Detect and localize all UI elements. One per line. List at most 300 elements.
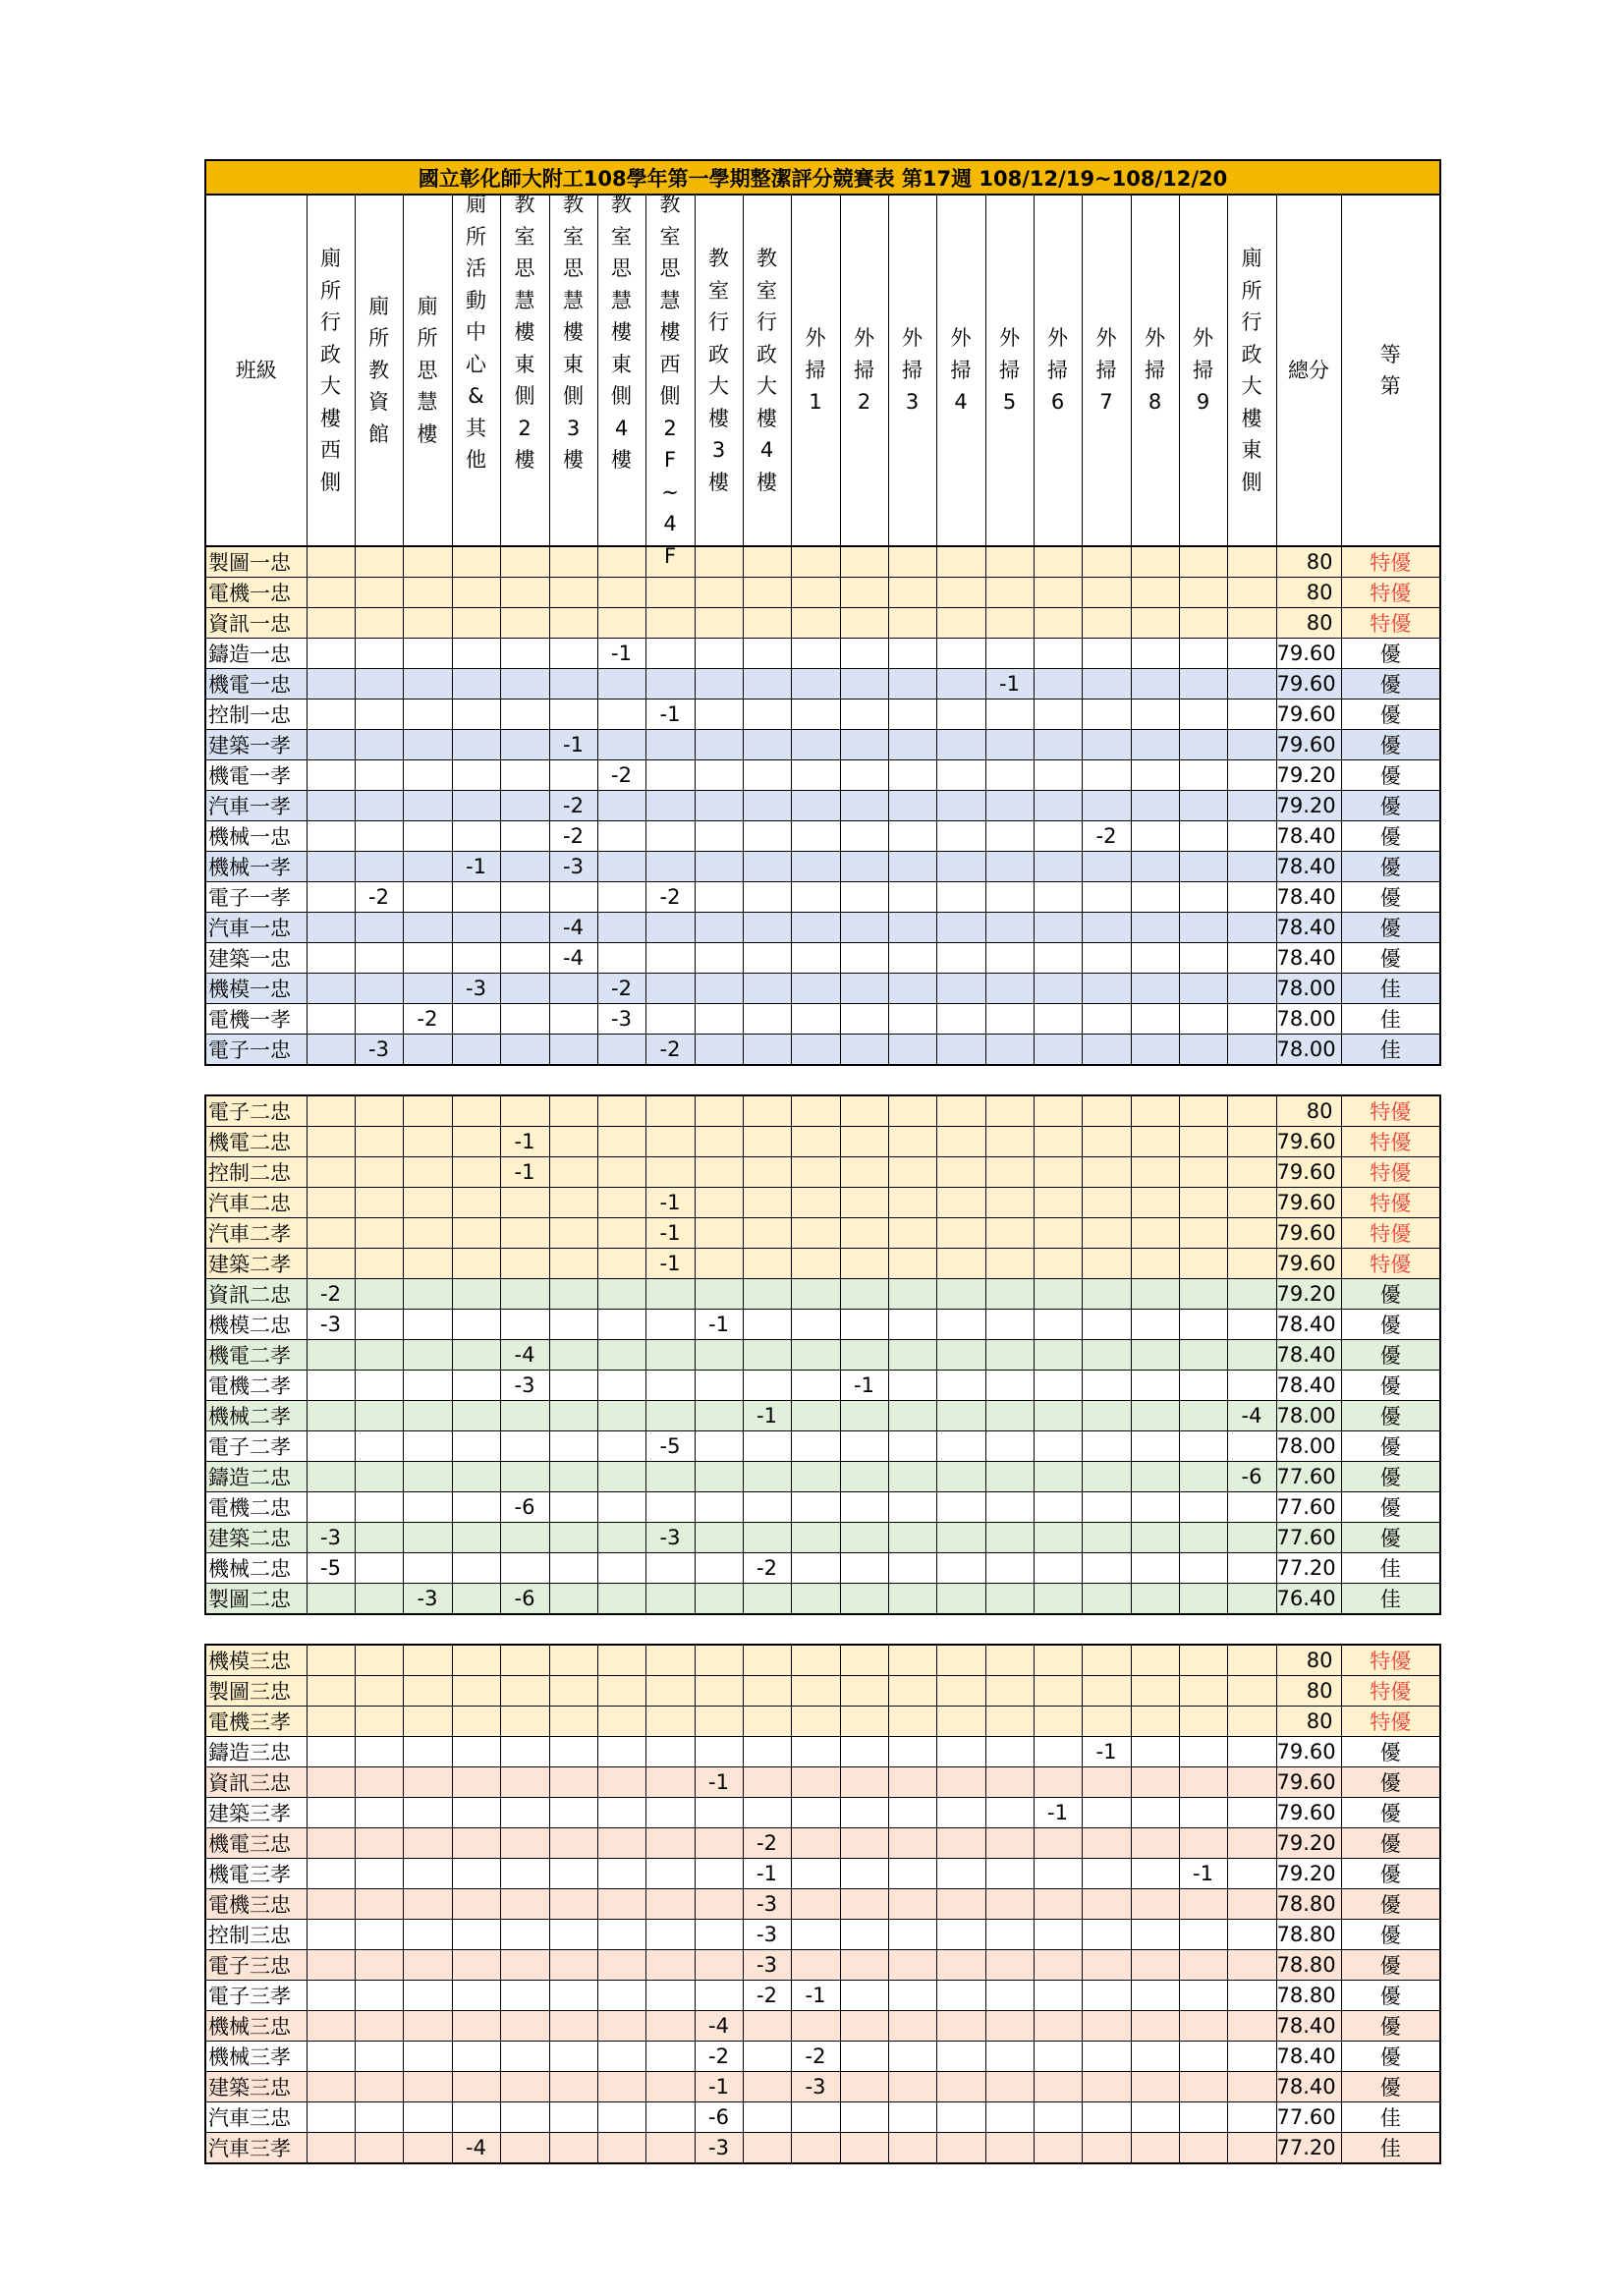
deduction-cell: -1 (695, 1767, 743, 1798)
deduction-cell (452, 1676, 500, 1707)
deduction-cell (695, 1584, 743, 1615)
deduction-cell (1131, 2133, 1179, 2164)
deduction-cell (1082, 791, 1131, 821)
deduction-cell (985, 1767, 1034, 1798)
deduction-cell: -6 (695, 2102, 743, 2133)
deduction-cell (355, 1279, 403, 1310)
grade-cell: 優 (1341, 669, 1440, 700)
deduction-cell (1179, 821, 1227, 852)
deduction-cell (1131, 1004, 1179, 1035)
deduction-cell (985, 2011, 1034, 2042)
deduction-cell (1227, 578, 1276, 608)
deduction-cell (1227, 2102, 1276, 2133)
total-score-cell: 78.40 (1276, 852, 1341, 882)
deduction-cell (1179, 1371, 1227, 1401)
deduction-cell (645, 1371, 695, 1401)
total-score-cell: 79.20 (1276, 791, 1341, 821)
table-row (205, 1157, 1440, 1188)
deduction-cell (403, 1767, 452, 1798)
deduction-cell (985, 1035, 1034, 1066)
deduction-cell (452, 1645, 500, 1676)
deduction-cell (888, 1676, 936, 1707)
table-row (205, 1431, 1440, 1462)
class-name-cell: 機電三孝 (205, 1859, 307, 1889)
grade-cell: 特優 (1341, 578, 1440, 608)
deduction-cell (1227, 1004, 1276, 1035)
deduction-cell (743, 852, 791, 882)
grade-cell: 特優 (1341, 1645, 1440, 1676)
deduction-cell (1131, 2011, 1179, 2042)
deduction-cell (355, 2072, 403, 2102)
deduction-cell (645, 1889, 695, 1920)
table-row (205, 821, 1440, 852)
deduction-cell (1034, 2011, 1082, 2042)
deduction-cell (1131, 1950, 1179, 1981)
deduction-cell (549, 2102, 597, 2133)
grade-cell: 優 (1341, 2072, 1440, 2102)
class-name-cell: 製圖二忠 (205, 1584, 307, 1615)
deduction-cell (985, 1707, 1034, 1737)
deduction-cell (888, 1584, 936, 1615)
deduction-cell (1034, 730, 1082, 760)
deduction-cell (500, 2072, 549, 2102)
deduction-cell (549, 2042, 597, 2072)
deduction-cell (403, 1889, 452, 1920)
deduction-cell (743, 2011, 791, 2042)
deduction-cell: -6 (1227, 1462, 1276, 1492)
deduction-cell (1034, 2133, 1082, 2164)
deduction-cell (355, 700, 403, 730)
deduction-cell (500, 821, 549, 852)
deduction-cell (888, 1401, 936, 1431)
deduction-cell (1227, 1645, 1276, 1676)
deduction-cell (355, 1553, 403, 1584)
deduction-cell (500, 1310, 549, 1340)
deduction-cell (355, 1523, 403, 1553)
deduction-cell (452, 1279, 500, 1310)
class-name-cell: 汽車三忠 (205, 2102, 307, 2133)
deduction-cell (936, 669, 985, 700)
deduction-cell (1227, 1095, 1276, 1127)
deduction-cell (1227, 1889, 1276, 1920)
deduction-cell (840, 1981, 888, 2011)
deduction-cell (1131, 1127, 1179, 1157)
deduction-cell (695, 1950, 743, 1981)
deduction-cell (1082, 1950, 1131, 1981)
deduction-cell (500, 700, 549, 730)
grade-cell: 優 (1341, 1981, 1440, 2011)
deduction-cell (355, 1095, 403, 1127)
deduction-cell (1131, 669, 1179, 700)
column-header-label: 教 室 思 慧 樓 西 側 2 F ~ 4 F (659, 193, 681, 568)
deduction-cell: -1 (791, 1981, 840, 2011)
deduction-cell (840, 608, 888, 639)
grade-cell: 優 (1341, 2011, 1440, 2042)
deduction-cell (403, 1737, 452, 1767)
deduction-cell: -2 (791, 2042, 840, 2072)
table-row (205, 608, 1440, 639)
grade-cell: 特優 (1341, 1127, 1440, 1157)
total-score-cell: 78.40 (1276, 943, 1341, 974)
deduction-cell (500, 1950, 549, 1981)
deduction-cell: -2 (645, 1035, 695, 1066)
deduction-cell (1082, 1981, 1131, 2011)
deduction-cell: -3 (355, 1035, 403, 1066)
table-row (205, 2133, 1440, 2164)
deduction-cell (840, 791, 888, 821)
deduction-cell (597, 2072, 645, 2102)
column-header-label: 外 掃 9 (1193, 326, 1213, 415)
deduction-cell (307, 1828, 355, 1859)
deduction-cell (888, 852, 936, 882)
deduction-cell (936, 730, 985, 760)
deduction-cell (500, 1188, 549, 1218)
deduction-cell (403, 1676, 452, 1707)
deduction-cell (307, 974, 355, 1004)
deduction-cell: -3 (307, 1310, 355, 1340)
deduction-cell (500, 1981, 549, 2011)
deduction-cell (1082, 1035, 1131, 1066)
deduction-cell (1034, 1859, 1082, 1889)
deduction-cell (549, 578, 597, 608)
score-sheet (204, 159, 1432, 2164)
deduction-cell (307, 1157, 355, 1188)
deduction-cell (1131, 760, 1179, 791)
deduction-cell (985, 1492, 1034, 1523)
column-header (205, 195, 307, 546)
deduction-cell (1179, 1981, 1227, 2011)
deduction-cell (307, 546, 355, 578)
deduction-cell (936, 2102, 985, 2133)
deduction-cell (1131, 2042, 1179, 2072)
total-score-cell: 78.40 (1276, 913, 1341, 943)
table-row (205, 1279, 1440, 1310)
deduction-cell (888, 2042, 936, 2072)
deduction-cell (597, 1645, 645, 1676)
deduction-cell (549, 1279, 597, 1310)
deduction-cell (597, 608, 645, 639)
deduction-cell (500, 1431, 549, 1462)
deduction-cell (888, 882, 936, 913)
class-name-cell: 電子二忠 (205, 1095, 307, 1127)
deduction-cell (403, 1279, 452, 1310)
deduction-cell (840, 1218, 888, 1249)
deduction-cell (597, 1798, 645, 1828)
deduction-cell (452, 1523, 500, 1553)
deduction-cell (791, 974, 840, 1004)
deduction-cell (403, 608, 452, 639)
deduction-cell (1131, 1218, 1179, 1249)
deduction-cell (500, 578, 549, 608)
deduction-cell (645, 1401, 695, 1431)
class-name-cell: 機電二孝 (205, 1340, 307, 1371)
deduction-cell (1034, 1950, 1082, 1981)
deduction-cell (597, 1401, 645, 1431)
grade-cell: 優 (1341, 1371, 1440, 1401)
table-row (205, 1523, 1440, 1553)
deduction-cell (743, 1157, 791, 1188)
deduction-cell (645, 760, 695, 791)
deduction-cell (1082, 1157, 1131, 1188)
deduction-cell (1227, 852, 1276, 882)
deduction-cell (1227, 730, 1276, 760)
deduction-cell (1082, 1920, 1131, 1950)
deduction-cell (791, 1584, 840, 1615)
table-row (205, 1950, 1440, 1981)
deduction-cell (1227, 1553, 1276, 1584)
deduction-cell (1082, 1431, 1131, 1462)
grade-cell: 特優 (1341, 1157, 1440, 1188)
deduction-cell (1034, 1218, 1082, 1249)
deduction-cell: -5 (645, 1431, 695, 1462)
deduction-cell (645, 2133, 695, 2164)
deduction-cell (695, 1371, 743, 1401)
deduction-cell (936, 639, 985, 669)
deduction-cell (500, 1279, 549, 1310)
deduction-cell (500, 669, 549, 700)
deduction-cell (597, 1859, 645, 1889)
deduction-cell (645, 1310, 695, 1340)
deduction-cell (936, 700, 985, 730)
deduction-cell (597, 1157, 645, 1188)
total-score-cell: 78.40 (1276, 1340, 1341, 1371)
deduction-cell (1034, 1523, 1082, 1553)
deduction-cell (936, 882, 985, 913)
deduction-cell (645, 608, 695, 639)
grade-cell: 優 (1341, 882, 1440, 913)
deduction-cell (1082, 1553, 1131, 1584)
deduction-cell (549, 1645, 597, 1676)
deduction-cell (355, 1188, 403, 1218)
deduction-cell (597, 546, 645, 578)
deduction-cell (1082, 669, 1131, 700)
deduction-cell (645, 1340, 695, 1371)
deduction-cell (743, 669, 791, 700)
deduction-cell (985, 1676, 1034, 1707)
deduction-cell (840, 639, 888, 669)
class-name-cell: 機電一孝 (205, 760, 307, 791)
class-name-cell: 機械二忠 (205, 1553, 307, 1584)
deduction-cell (1034, 943, 1082, 974)
deduction-cell (597, 1889, 645, 1920)
deduction-cell (1034, 669, 1082, 700)
deduction-cell (840, 1523, 888, 1553)
grade-cell: 優 (1341, 1859, 1440, 1889)
deduction-cell (597, 1707, 645, 1737)
table-row (205, 2011, 1440, 2042)
deduction-cell (840, 1920, 888, 1950)
class-name-cell: 機械二孝 (205, 1401, 307, 1431)
deduction-cell (403, 1095, 452, 1127)
deduction-cell (452, 1492, 500, 1523)
deduction-cell (307, 1095, 355, 1127)
column-header (355, 195, 403, 546)
deduction-cell (403, 852, 452, 882)
deduction-cell (985, 1584, 1034, 1615)
grade-cell: 優 (1341, 730, 1440, 760)
deduction-cell (307, 2102, 355, 2133)
column-header-label: 廁 所 教 資 館 (368, 294, 389, 446)
deduction-cell (452, 1218, 500, 1249)
deduction-cell (1227, 1981, 1276, 2011)
deduction-cell (1227, 943, 1276, 974)
block-gap (205, 1614, 1440, 1645)
class-name-cell: 電機三孝 (205, 1707, 307, 1737)
grade-cell: 特優 (1341, 1249, 1440, 1279)
deduction-cell (307, 608, 355, 639)
table-row (205, 943, 1440, 974)
deduction-cell (403, 639, 452, 669)
table-row (205, 1218, 1440, 1249)
deduction-cell (452, 1707, 500, 1737)
grade-cell: 優 (1341, 1523, 1440, 1553)
deduction-cell (985, 578, 1034, 608)
deduction-cell (1227, 1584, 1276, 1615)
deduction-cell (452, 546, 500, 578)
deduction-cell (403, 1249, 452, 1279)
deduction-cell (645, 2042, 695, 2072)
deduction-cell (403, 791, 452, 821)
deduction-cell (695, 1828, 743, 1859)
deduction-cell (500, 2011, 549, 2042)
deduction-cell (1082, 1767, 1131, 1798)
deduction-cell (1131, 1095, 1179, 1127)
deduction-cell: -2 (307, 1279, 355, 1310)
class-name-cell: 機械三忠 (205, 2011, 307, 2042)
total-score-cell: 80 (1276, 1707, 1341, 1737)
total-score-cell: 77.20 (1276, 1553, 1341, 1584)
deduction-cell (597, 1279, 645, 1310)
deduction-cell: -3 (695, 2133, 743, 2164)
deduction-cell (1227, 791, 1276, 821)
deduction-cell (1131, 1157, 1179, 1188)
deduction-cell (1131, 882, 1179, 913)
deduction-cell (597, 1095, 645, 1127)
deduction-cell (985, 2133, 1034, 2164)
column-header (791, 195, 840, 546)
deduction-cell (840, 1340, 888, 1371)
column-header (1082, 195, 1131, 546)
deduction-cell (1179, 760, 1227, 791)
table-row (205, 730, 1440, 760)
column-header-label: 外 掃 2 (854, 326, 874, 415)
deduction-cell (597, 2011, 645, 2042)
deduction-cell (1179, 1553, 1227, 1584)
deduction-cell (888, 2133, 936, 2164)
total-score-cell: 79.60 (1276, 1737, 1341, 1767)
deduction-cell (1131, 1920, 1179, 1950)
deduction-cell (1179, 1279, 1227, 1310)
deduction-cell (500, 608, 549, 639)
deduction-cell (403, 1920, 452, 1950)
class-name-cell: 資訊三忠 (205, 1767, 307, 1798)
deduction-cell (743, 1004, 791, 1035)
deduction-cell (355, 1340, 403, 1371)
total-score-cell: 79.60 (1276, 700, 1341, 730)
deduction-cell (1131, 1249, 1179, 1279)
deduction-cell (888, 1737, 936, 1767)
deduction-cell: -2 (597, 974, 645, 1004)
deduction-cell (1082, 730, 1131, 760)
deduction-cell: -4 (500, 1340, 549, 1371)
total-score-cell: 79.60 (1276, 639, 1341, 669)
deduction-cell (791, 730, 840, 760)
deduction-cell (452, 2011, 500, 2042)
total-score-cell: 79.20 (1276, 1859, 1341, 1889)
deduction-cell (1227, 2042, 1276, 2072)
deduction-cell (840, 1950, 888, 1981)
deduction-cell (1082, 2072, 1131, 2102)
deduction-cell (1034, 546, 1082, 578)
deduction-cell (452, 2072, 500, 2102)
deduction-cell (452, 1188, 500, 1218)
deduction-cell (1179, 1401, 1227, 1431)
grade-cell: 特優 (1341, 1188, 1440, 1218)
deduction-cell (500, 882, 549, 913)
total-score-cell: 79.60 (1276, 1767, 1341, 1798)
column-header-label: 班級 (235, 358, 277, 382)
deduction-cell (888, 913, 936, 943)
deduction-cell (888, 1004, 936, 1035)
deduction-cell (888, 2102, 936, 2133)
deduction-cell (936, 2011, 985, 2042)
deduction-cell (1034, 1279, 1082, 1310)
deduction-cell (403, 1492, 452, 1523)
table-row (205, 700, 1440, 730)
deduction-cell (1179, 1492, 1227, 1523)
deduction-cell (695, 1920, 743, 1950)
deduction-cell (936, 821, 985, 852)
deduction-cell (985, 639, 1034, 669)
deduction-cell (840, 730, 888, 760)
deduction-cell (743, 882, 791, 913)
deduction-cell (1227, 1127, 1276, 1157)
grade-cell: 佳 (1341, 974, 1440, 1004)
deduction-cell (307, 2011, 355, 2042)
deduction-cell (549, 1462, 597, 1492)
deduction-cell (791, 1188, 840, 1218)
grade-cell: 特優 (1341, 608, 1440, 639)
table-row (205, 1127, 1440, 1157)
deduction-cell (936, 791, 985, 821)
deduction-cell (695, 1707, 743, 1737)
deduction-cell (936, 1859, 985, 1889)
deduction-cell (695, 852, 743, 882)
deduction-cell: -1 (743, 1401, 791, 1431)
deduction-cell (355, 1828, 403, 1859)
deduction-cell (452, 821, 500, 852)
deduction-cell (355, 1767, 403, 1798)
deduction-cell (1082, 2042, 1131, 2072)
deduction-cell (355, 821, 403, 852)
deduction-cell (695, 882, 743, 913)
table-row (205, 1798, 1440, 1828)
deduction-cell (743, 1371, 791, 1401)
deduction-cell (500, 1798, 549, 1828)
deduction-cell (403, 1218, 452, 1249)
deduction-cell (1179, 943, 1227, 974)
deduction-cell (840, 1737, 888, 1767)
deduction-cell (888, 608, 936, 639)
deduction-cell (791, 943, 840, 974)
deduction-cell (1179, 1004, 1227, 1035)
column-header (1341, 195, 1440, 546)
deduction-cell (888, 639, 936, 669)
deduction-cell (1082, 1707, 1131, 1737)
deduction-cell (355, 1462, 403, 1492)
deduction-cell (936, 1920, 985, 1950)
deduction-cell (645, 669, 695, 700)
